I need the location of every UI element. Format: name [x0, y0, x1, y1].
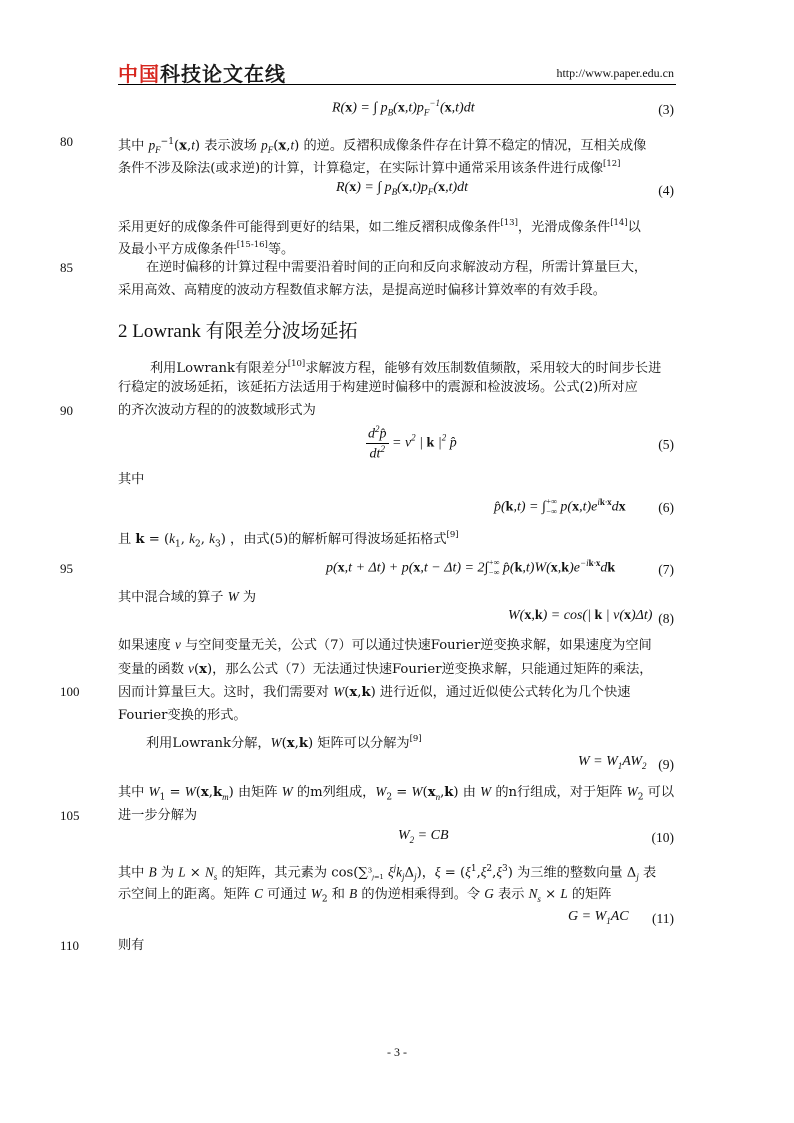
- equation-number: (8): [658, 611, 674, 626]
- equation-3: R(x) = ∫ $p_B(x,t)p_F^{-1}(x,t)dt$: [332, 98, 475, 118]
- line-number: 95: [60, 561, 73, 576]
- equation-9: $W = W_1AW_2$: [578, 754, 647, 771]
- paragraph-line: 变量的函数 v(x)，那么公式（7）无法通过快速Fourier逆变换求解，只能通过矩阵的乘法，: [118, 661, 653, 677]
- header-rule: [118, 84, 676, 85]
- paragraph-line: 及最小平方成像条件[15-16]等。: [118, 240, 295, 257]
- line-number: 105: [60, 808, 80, 823]
- paragraph-line: 采用更好的成像条件可能得到更好的结果，如二维反褶积成像条件[13]，光滑成像条件[14]以: [118, 218, 641, 235]
- paragraph-line: 采用高效、高精度的波动方程数值求解方法，是提高逆时偏移计算效率的有效手段。: [118, 283, 606, 298]
- equation-8: W(x,k) = cos(| k | v(x)Δt): [508, 608, 653, 623]
- paragraph-line: 进一步分解为: [118, 808, 198, 823]
- equation-number: (6): [658, 500, 674, 515]
- paragraph-line: 示空间上的距离。矩阵 C 可通过 $W_2$ 和 B 的伪逆相乘得到。令 G 表示 $N_s \times L$ 的矩阵: [118, 886, 612, 905]
- line-number: 100: [60, 684, 80, 699]
- paragraph-line: 利用Lowrank有限差分[10]求解波方程，能够有效压制数值频散，采用较大的时间步长进: [150, 359, 662, 376]
- line-number: 85: [60, 260, 73, 275]
- equation-number: (5): [658, 437, 674, 452]
- section-heading: 2 Lowrank 有限差分波场延拓: [118, 321, 358, 342]
- page-number: - 3 -: [387, 1045, 407, 1059]
- journal-logo: 中国科技论文在线: [118, 62, 286, 86]
- paragraph-line: 因而计算量巨大。这时，我们需要对 W(x,k) 进行近似，通过近似使公式转化为几个快速: [118, 684, 631, 700]
- equation-6: p̂(k,t) = ∫ +∞ −∞ $p(x,t)e^{ik\cdot x}dx$: [494, 497, 626, 517]
- paragraph-line: 在逆时偏移的计算过程中需要沿着时间的正向和反向求解波动方程，所需计算量巨大，: [146, 260, 648, 275]
- paragraph-line: 条件不涉及除法(或求逆)的计算，计算稳定，在实际计算中通常采用该条件进行成像[12]: [118, 159, 621, 176]
- paragraph-line: 其中 $p_F^{-1}(x,t)$ 表示波场 $p_F(x,t)$ 的逆。反褶积成像条件存在计算不稳定的情况，互相关成像: [118, 137, 647, 156]
- line-number: 80: [60, 134, 73, 149]
- equation-number: (3): [658, 102, 674, 117]
- paragraph-line: 行稳定的波场延拓，该延拓方法适用于构建逆时偏移中的震源和检波波场。公式(2)所对应: [118, 380, 638, 395]
- paragraph-line: Fourier变换的形式。: [118, 708, 247, 723]
- line-number: 90: [60, 403, 73, 418]
- header-url[interactable]: http://www.paper.edu.cn: [556, 66, 674, 80]
- paragraph-line: 其中: [118, 472, 145, 487]
- paragraph-line: 其中混合域的算子 W 为: [118, 589, 257, 605]
- equation-7: p(x,t + Δt) + p(x,t − Δt) = 2∫ +∞ −∞ $p̂(k,t)W(x,k)e^{-ik\cdot x}dk$: [326, 558, 616, 578]
- paragraph-line: 则有: [118, 938, 145, 953]
- paragraph-line: 如果速度 v 与空间变量无关，公式（7）可以通过快速Fourier逆变换求解，如果速度为空间: [118, 637, 652, 653]
- paragraph-line: 且 $k = (k_1$, $k_2$, $k_3$) ，由式(5)的解析解可得波场延拓格式[9]: [118, 530, 459, 550]
- equation-4: R(x) = ∫ $p_B(x,t)p_F(x,t)dt$: [336, 180, 469, 197]
- paragraph-line: 其中 $W_1 = W(x,k_m)$ 由矩阵 W 的m列组成，$W_2 = W(x_n,k)$ 由 W 的n行组成，对于矩阵 $W_2$ 可以: [118, 784, 675, 803]
- equation-5: $\frac{d^2p̂}{dt^2}$ = $v^2$ | k $|^2$ p̂: [368, 424, 457, 462]
- line-number: 110: [60, 938, 80, 953]
- equation-number: (7): [658, 562, 674, 577]
- equation-10: $W_2$ = CB: [398, 828, 449, 845]
- paragraph-line: 利用Lowrank分解，W(x,k) 矩阵可以分解为[9]: [146, 734, 422, 751]
- equation-11: $G = W_1AC$: [568, 909, 629, 926]
- equation-number: (11): [652, 911, 674, 926]
- equation-number: (4): [658, 183, 674, 198]
- paragraph-line: 的齐次波动方程的的波数域形式为: [118, 403, 316, 418]
- equation-number: (9): [658, 757, 674, 772]
- equation-number: (10): [651, 830, 674, 845]
- paragraph-line: 其中 B 为 $L \times N_s$ 的矩阵，其元素为 cos(∑$^3_{j=1}$ $\xi^jk_j\Delta_j$)，$\xi = (\xi^1,\xi^2,\xi^3)$ 为三维的整数向量 $\Delta_j$ 表: [118, 863, 657, 883]
